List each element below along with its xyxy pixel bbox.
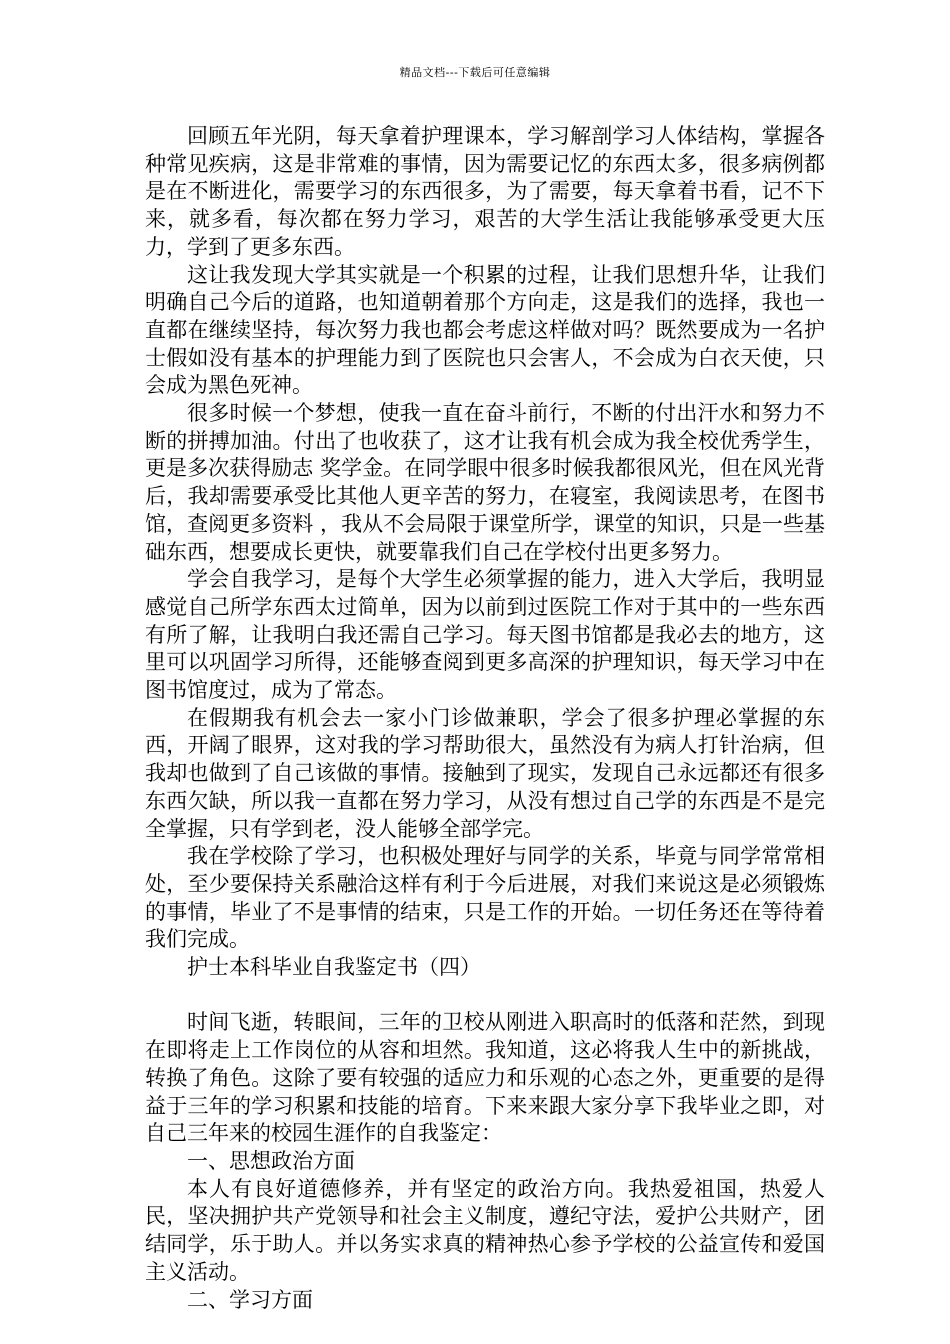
paragraph: 很多时候一个梦想，使我一直在奋斗前行，不断的付出汗水和努力不断的拼搏加油。付出了也收获了，这才让我有机会成为我全校优秀学生，更是多次获得励志 奖学金。在同学眼中很多时候我都很风光，但在风光背后，我却需要承受比其他人更辛苦的努力，在寝室，我阅读思考，在图书馆，查阅更多资料 ，我从不会局限于课堂所学，课堂的知识，只是一些基础东西，想要成长更快，就要靠我们自己在学校付出更多努力。 — [145, 401, 825, 564]
subsection-heading: 一、思想政治方面 — [187, 1149, 355, 1173]
paragraph: 我在学校除了学习，也积极处理好与同学的关系，毕竟与同学常常相处，至少要保持关系融洽这样有利于今后进展，对我们来说这是必须锻炼的事情，毕业了不是事情的结束，只是工作的开始。一切任务还在等待着我们完成。 — [145, 844, 825, 952]
paragraph: 这让我发现大学其实就是一个积累的过程，让我们思想升华，让我们明确自己今后的道路，也知道朝着那个方向走，这是我们的选择，我也一直都在继续坚持，每次努力我也都会考虑这样做对吗？既然要成为一名护士假如没有基本的护理能力到了医院也只会害人，不会成为白衣天使，只会成为黑色死神。 — [145, 262, 825, 398]
section-title: 护士本科毕业自我鉴定书（四） — [187, 955, 481, 980]
page-header: 精品文档---下载后可任意编辑 — [399, 66, 551, 79]
paragraph: 回顾五年光阴，每天拿着护理课本，学习解剖学习人体结构，掌握各种常见疾病，这是非常难的事情，因为需要记忆的东西太多，很多病例都是在不断进化，需要学习的东西很多，为了需要，每天拿着书看，记不下来，就多看，每次都在努力学习，艰苦的大学生活让我能够承受更大压力，学到了更多东西。 — [145, 124, 825, 259]
document-body — [145, 123, 825, 1314]
paragraph: 时间飞逝，转眼间，三年的卫校从刚进入职高时的低落和茫然，到现在即将走上工作岗位的从容和坦然。我知道，这必将我人生中的新挑战，转换了角色。这除了要有较强的适应力和乐观的心态之外，更重要的是得益于三年的学习积累和技能的培育。下来来跟大家分享下我毕业之即，对自己三年来的校园生涯作的自我鉴定： — [145, 1010, 825, 1146]
subsection-heading: 二、学习方面 — [187, 1287, 313, 1312]
blank-line — [145, 982, 825, 1010]
paragraph: 本人有良好道德修养，并有坚定的政治方向。我热爱祖国，热爱人民，坚决拥护共产党领导和社会主义制度，遵纪守法，爱护公共财产，团结同学，乐于助人。并以务实求真的精神热心参予学校的公益宣传和爱国主义活动。 — [145, 1176, 825, 1284]
paragraph: 在假期我有机会去一家小门诊做兼职，学会了很多护理必掌握的东西，开阔了眼界，这对我的学习帮助很大，虽然没有为病人打针治病，但我却也做到了自己该做的事情。接触到了现实，发现自己永远都还有很多东西欠缺，所以我一直都在努力学习，从没有想过自己学的东西是不是完全掌握，只有学到老，没人能够全部学完。 — [145, 705, 825, 841]
paragraph: 学会自我学习，是每个大学生必须掌握的能力，进入大学后，我明显感觉自己所学东西太过简单，因为以前到过医院工作对于其中的一些东西有所了解，让我明白我还需自己学习。每天图书馆都是我必去的地方，这里可以巩固学习所得，还能够查阅到更多高深的护理知识，每天学习中在图书馆度过，成为了常态。 — [145, 567, 825, 703]
